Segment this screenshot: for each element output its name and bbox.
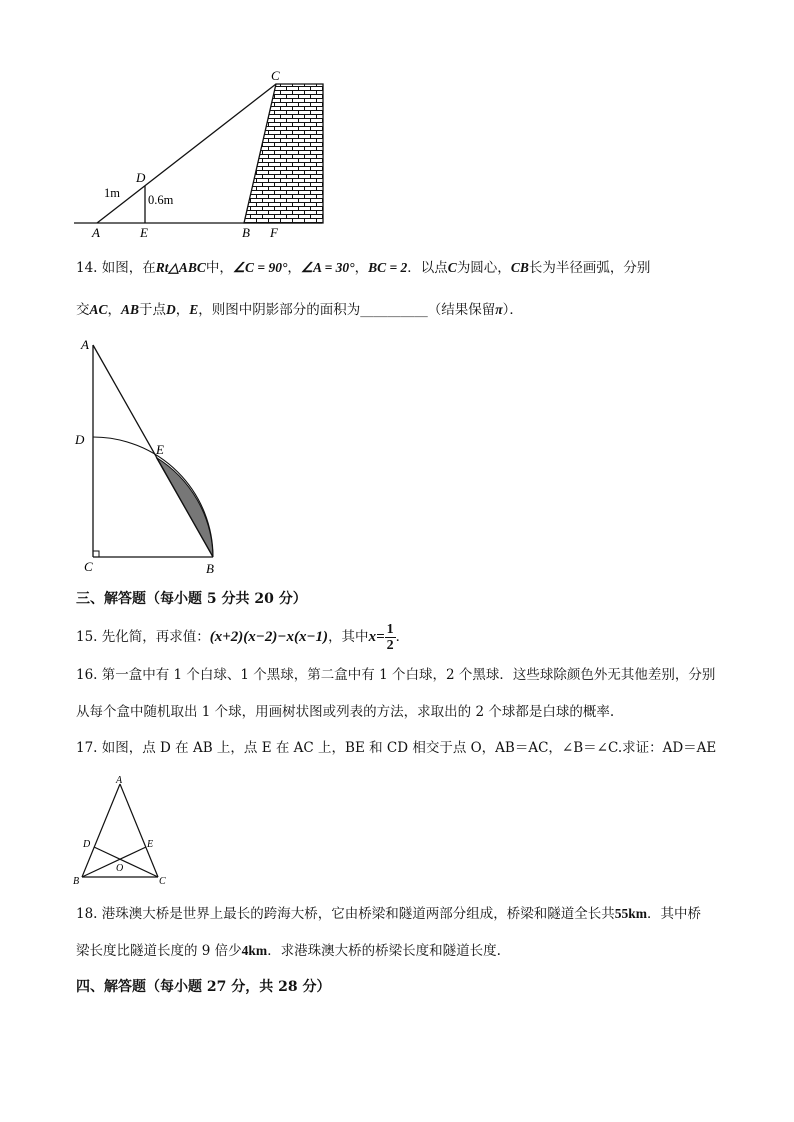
label-a: A — [92, 225, 100, 240]
label-o: O — [116, 863, 124, 874]
side-ab — [82, 784, 120, 877]
side-ab — [93, 345, 213, 557]
label-e: E — [156, 442, 164, 457]
label-d: D — [136, 170, 146, 185]
label-c: C — [84, 559, 93, 574]
section-3-heading: 三、解答题（每小题 5 分共 20 分） — [76, 591, 307, 607]
wall-shadow-figure — [70, 62, 340, 242]
label-e: E — [140, 225, 148, 240]
question-16-line2: 从每个盒中随机取出 1 个球，用画树状图或列表的方法，求取出的 2 个球都是白球的概率. — [76, 704, 615, 720]
label-d: D — [83, 839, 91, 850]
label-e: E — [147, 839, 154, 850]
label-b: B — [206, 561, 214, 576]
length-de: 0.6m — [148, 193, 174, 207]
segment-be — [82, 847, 146, 877]
length-ad: 1m — [104, 186, 120, 200]
label-a: A — [81, 337, 89, 352]
fraction-one-half: $\frac{1}{2}$ — [386, 622, 394, 653]
brick-wall — [244, 84, 323, 223]
side-ac — [120, 784, 158, 877]
question-18-line1: 18. 港珠澳大桥是世界上最长的跨海大桥，它由桥梁和隧道两部分组成，桥梁和隧道全长共55km．其中桥 — [76, 906, 702, 922]
isosceles-triangle-figure — [70, 774, 175, 889]
label-c: C — [159, 876, 166, 887]
question-18-line2: 梁长度比隧道长度的 9 倍少4km．求港珠澳大桥的桥梁长度和隧道长度. — [76, 943, 501, 959]
label-b: B — [73, 876, 80, 887]
label-f: F — [270, 225, 278, 240]
label-c: C — [271, 68, 280, 83]
question-15: 15. 先化简，再求值：(x+2)(x−2)−x(x−1)，其中x= $\frac{1}{2}$ ． — [76, 622, 410, 653]
right-angle-mark — [93, 551, 99, 557]
section-4-heading: 四、解答题（每小题 27 分，共 28 分） — [76, 979, 331, 995]
segment-cd — [94, 847, 158, 877]
question-17: 17. 如图，点 D 在 AB 上，点 E 在 AC 上，BE 和 CD 相交于点 O，AB＝AC，∠B＝∠C.求证：AD＝AE — [76, 740, 717, 756]
label-b: B — [242, 225, 250, 240]
label-a: A — [116, 775, 123, 786]
triangle-arc-figure — [70, 332, 230, 577]
question-16-line1: 16. 第一盒中有 1 个白球、1 个黑球，第二盒中有 1 个白球，2 个黑球．这些球除颜色外无其他差别，分别 — [76, 667, 716, 683]
question-14-line1: 14. 如图，在Rt△ABC中，∠C = 90°，∠A = 30°，BC = 2．以点C为圆心，CB长为半径画弧，分别 — [76, 260, 651, 276]
question-14-line2: 交AC，AB于点D，E，则图中阴影部分的面积为__________（结果保留π）． — [76, 302, 523, 318]
label-d: D — [75, 432, 85, 447]
